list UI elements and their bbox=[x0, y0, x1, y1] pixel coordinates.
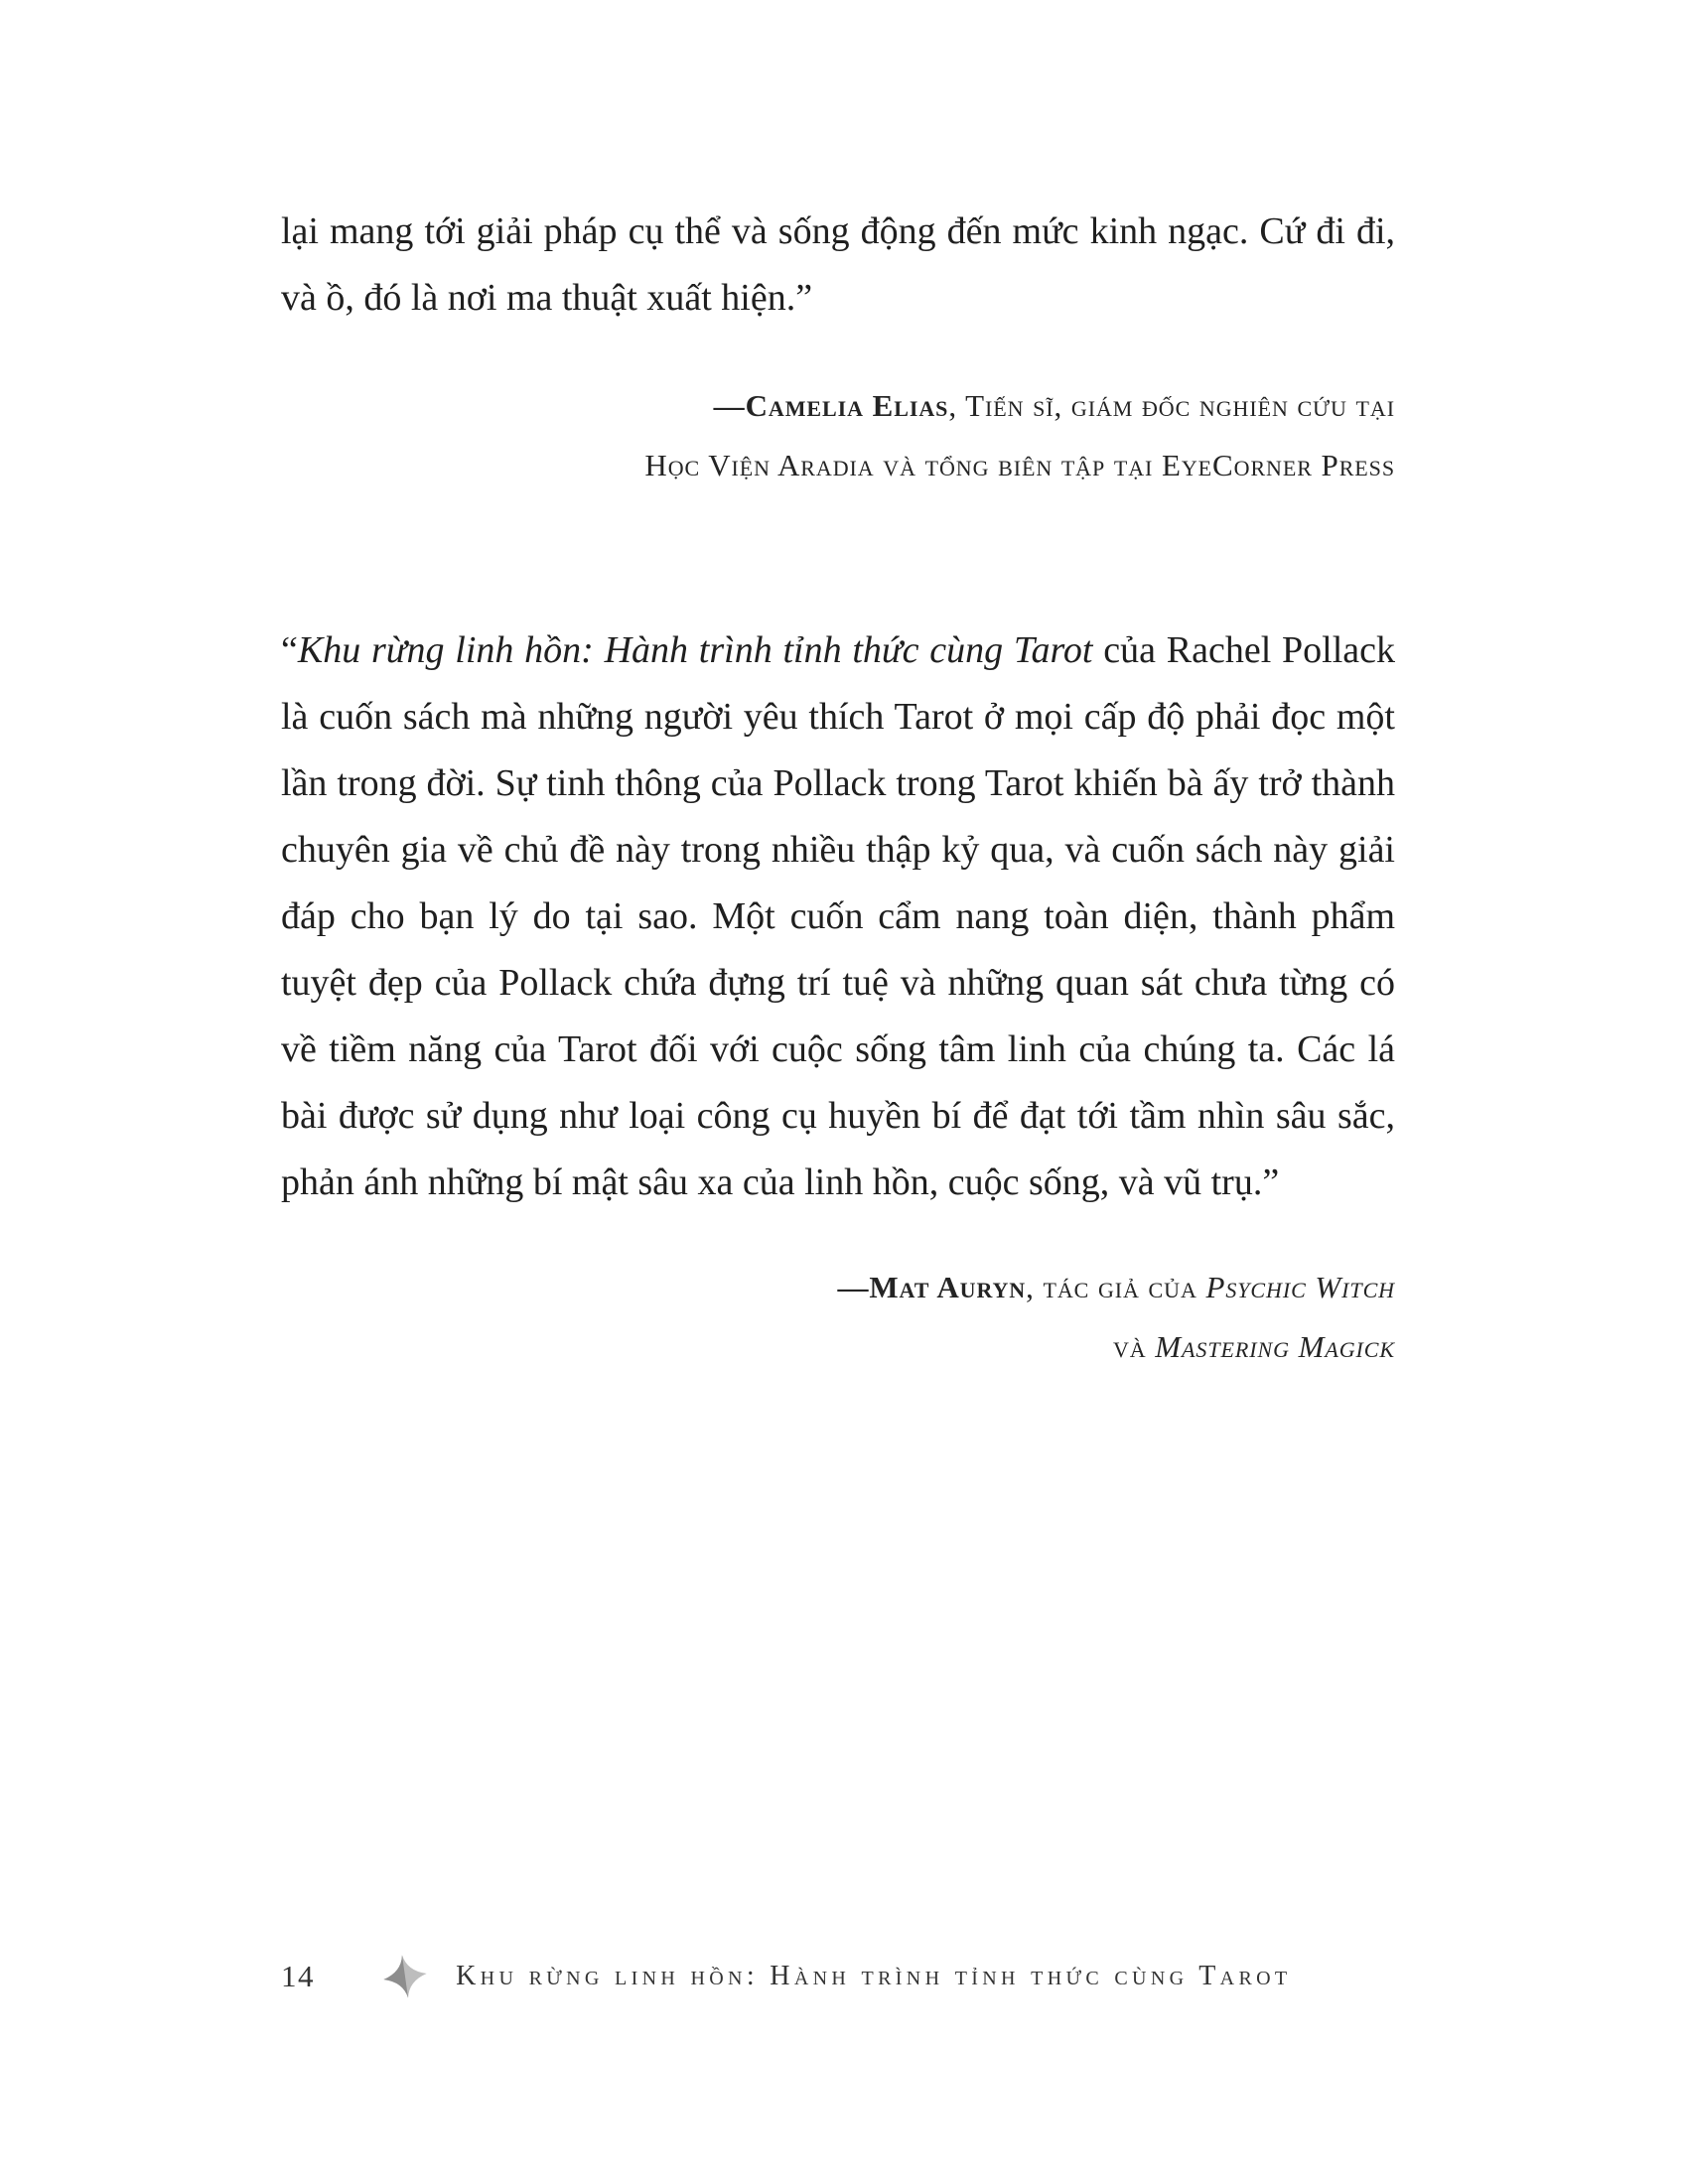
book-title-italic: Khu rừng linh hồn: Hành trình tỉnh thức cùng Tarot bbox=[297, 629, 1093, 671]
quote-paragraph-2 bbox=[281, 617, 1395, 1216]
attribution-line-2: Học Viện Aradia và tổng biên tập tại EyeCorner Press bbox=[644, 448, 1395, 482]
attribution-author-name: —Camelia Elias bbox=[713, 388, 949, 423]
attribution-author-titles: , Tiến sĩ, giám đốc nghiên cứu tại bbox=[948, 388, 1395, 423]
sparkle-icon bbox=[379, 1951, 431, 2002]
attribution-work-2: Mastering Magick bbox=[1155, 1329, 1395, 1364]
quote-paragraph-1 bbox=[281, 199, 1395, 332]
attribution-conjunction: và bbox=[1112, 1329, 1156, 1364]
attribution-line-2 bbox=[281, 1317, 1395, 1377]
page-number: 14 bbox=[281, 1959, 316, 1993]
quote2-text: của Rachel Pollack là cuốn sách mà những người yêu thích Tarot ở mọi cấp độ phải đọc một lần trong đời. Sự tinh thông của Pollack trong Tarot khiến bà ấy trở thành chuyên gia về chủ đề này trong nhiều thập kỷ qua, và cuốn sách này giải đáp cho bạn lý do tại sao. Một cuốn cẩm nang toàn diện, thành phẩm tuyệt đẹp của Pollack chứa đựng trí tuệ và những quan sát chưa từng có về tiềm năng của Tarot đối với cuộc sống tâm linh của chúng ta. Các lá bài được sử dụng như loại công cụ huyền bí để đạt tới tầm nhìn sâu sắc, phản ánh những bí mật sâu xa của linh hồn, cuộc sống, và vũ trụ.” bbox=[281, 629, 1396, 1203]
page-content bbox=[281, 199, 1395, 1377]
running-title: Khu rừng linh hồn: Hành trình tỉnh thức cùng Tarot bbox=[456, 1961, 1292, 1991]
attribution-camelia-elias bbox=[281, 376, 1395, 495]
attribution-author-role: , tác giả của bbox=[1026, 1270, 1206, 1304]
attribution-line-1 bbox=[281, 376, 1395, 436]
attribution-work-1: Psychic Witch bbox=[1205, 1270, 1395, 1304]
attribution-mat-auryn bbox=[281, 1258, 1395, 1377]
attribution-line-1 bbox=[281, 1258, 1395, 1317]
attribution-author-name: —Mat Auryn bbox=[837, 1270, 1027, 1304]
page-footer bbox=[281, 1954, 1407, 1999]
open-quote-mark: “ bbox=[281, 629, 298, 671]
quote1-text: lại mang tới giải pháp cụ thể và sống động đến mức kinh ngạc. Cứ đi đi, và ồ, đó là nơi ma thuật xuất hiện.” bbox=[281, 210, 1395, 319]
